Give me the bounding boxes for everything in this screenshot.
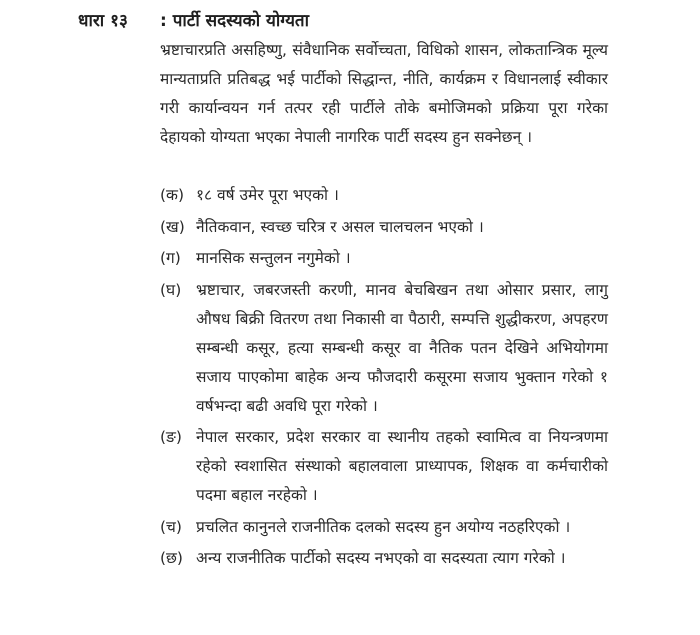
section-heading <box>78 8 309 31</box>
clause-text: भ्रष्टाचार, जबरजस्ती करणी, मानव बेचबिखन तथा ओसार प्रसार, लागु औषध बिक्री वितरण तथा निकासी वा पैठारी, सम्पत्ति शुद्धीकरण, अपहरण सम्बन्धी कसूर, हत्या सम्बन्धी कसूर वा नैतिक पतन देखिने अभियोगमा सजाय पाएकोमा बाहेक अन्य फौजदारी कसूरमा सजाय भुक्तान गरेको १ वर्षभन्दा बढी अवधि पूरा गरेको । <box>196 280 608 415</box>
intro-paragraph: भ्रष्टाचारप्रति असहिष्णु, संवैधानिक सर्वोच्चता, विधिको शासन, लोकतान्त्रिक मूल्य मान्यताप्रति प्रतिबद्ध भई पार्टीको सिद्धान्त, नीति, कार्यक्रम र विधानलाई स्वीकार गरी कार्यान्वयन गर्न तत्पर रही पार्टीले तोके बमोजिमको प्रक्रिया पूरा गरेका देहायको योग्यता भएका नेपाली नागरिक पार्टी सदस्य हुन सक्नेछन् । <box>160 41 608 146</box>
clause-marker: (छ) <box>160 549 183 567</box>
clause-marker: (ग) <box>160 249 181 267</box>
clause-ka <box>160 181 608 210</box>
clause-text: १८ वर्ष उमेर पूरा भएको । <box>196 186 339 204</box>
clause-ga <box>160 244 608 273</box>
clause-marker: (च) <box>160 517 182 536</box>
clause-marker: (क) <box>160 186 184 204</box>
clause-marker: (घ) <box>160 280 182 299</box>
section-title: : पार्टी सदस्यको योग्यता <box>160 11 310 31</box>
clause-text: अन्य राजनीतिक पार्टीको सदस्य नभएको वा सदस्यता त्याग गरेको । <box>196 549 566 567</box>
clause-marker: (ङ) <box>160 428 182 446</box>
clause-marker: (ख) <box>160 217 185 236</box>
clause-kha <box>160 213 608 242</box>
clause-text: प्रचलित कानुनले राजनीतिक दलको सदस्य हुन अयोग्य नठहरिएको । <box>196 517 571 536</box>
clause-nga <box>160 423 608 510</box>
clause-list <box>160 181 608 576</box>
clause-text: नैतिकवान, स्वच्छ चरित्र र असल चालचलन भएको । <box>196 217 484 236</box>
clause-cha <box>160 513 608 542</box>
section-number: धारा १३ <box>78 11 128 31</box>
clause-gha <box>160 276 608 421</box>
clause-text: नेपाल सरकार, प्रदेश सरकार वा स्थानीय तहको स्वामित्व वा नियन्त्रणमा रहेको स्वशासित संस्थाको बहालवाला प्राध्यापक, शिक्षक वा कर्मचारीको पदमा बहाल नरहेको । <box>196 428 608 504</box>
clause-text: मानसिक सन्तुलन नगुमेको । <box>196 249 351 267</box>
clause-chha <box>160 544 608 573</box>
